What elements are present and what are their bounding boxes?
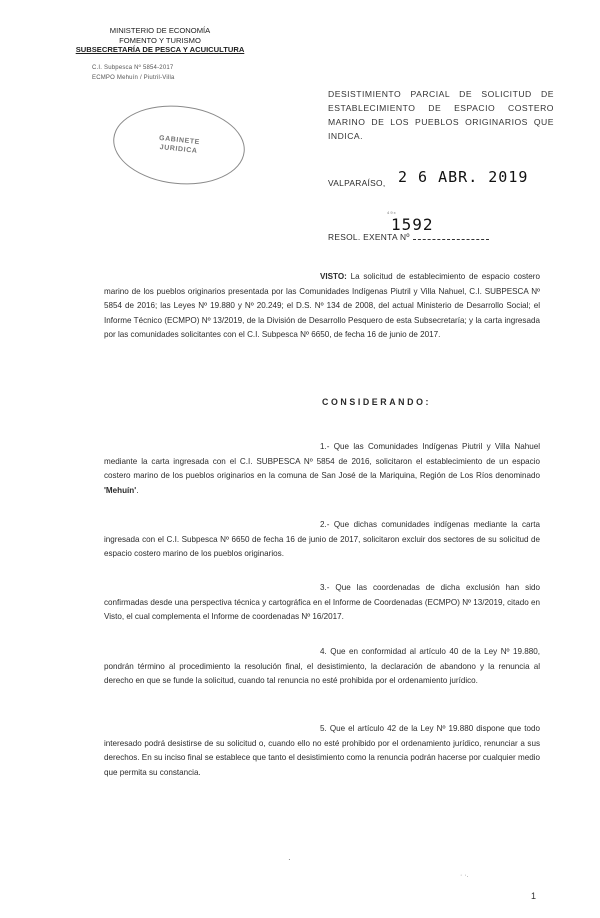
- item-tail: .: [136, 485, 139, 495]
- resolution-underline: [413, 239, 489, 240]
- item-number: 3.-: [320, 583, 330, 592]
- item-text: Que dichas comunidades indígenas mediante la carta ingresada con el C.I. Subpesca Nº 6650 de fecha 16 de junio de 2017, solicitaron excluir dos sectores de su solicitud de espacio costero marino de los pueblos originarios.: [104, 520, 540, 559]
- item-number: 1.-: [320, 442, 330, 451]
- page-number: 1: [531, 891, 537, 901]
- place-label: VALPARAÍSO,: [328, 178, 386, 188]
- item-number: 5.: [320, 724, 327, 733]
- item-text: Que el artículo 42 de la Ley Nº 19.880 dispone que todo interesado podrá desistirse de su solicitud o, cuando ello no esté prohibido por el ordenamiento jurídico, renunciar a sus derechos. En su inciso final se establece que tanto el desistimiento como la renuncia podrán hacerse por cualquier medio que permita su constancia.: [104, 724, 540, 777]
- item-bold-name: 'Mehuín': [104, 485, 137, 495]
- item-number: 4.: [320, 647, 327, 656]
- subsecretaria-name: SUBSECRETARÍA DE PESCA Y ACUICULTURA: [75, 45, 245, 55]
- ministry-name: MINISTERIO DE ECONOMÍA: [109, 26, 211, 35]
- resolution-tiny-mark: 4 9 x: [387, 210, 396, 215]
- considerando-item-4: [104, 645, 540, 689]
- item-text: Que en conformidad al artículo 40 de la Ley Nº 19.880, pondrán término al procedimiento la resolución final, el desistimiento, la declaración de abandono y la renuncia al derecho en que se funde la solicitud, cuando tal renuncia no esté prohibida por el ordenamiento jurídico.: [104, 647, 540, 686]
- considerando-item-3: [104, 581, 540, 625]
- reference-code: C.I. Subpesca Nº 5854-2017: [92, 65, 174, 71]
- visto-text: La solicitud de establecimiento de espacio costero marino de los pueblos originarios presentada por las Comunidades Indígenas Piutril y Villa Nahuel, C.I. SUBPESCA Nº 5854 de 2016; las Leyes Nº 19.880 y Nº 20.249; el D.S. Nº 134 de 2008, del actual Ministerio de Desarrollo Social; el Informe Técnico (ECMPO) Nº 13/2019, de la División de Desarrollo Pesquero de esta Subsecretaría; y la carta ingresada por las comunidades solicitantes con el C.I. Subpesca Nº 6650, de fecha 16 de junio de 2017.: [104, 272, 540, 340]
- resolution-line: [328, 232, 489, 242]
- reference-subject: ECMPO Mehuín / Piutril-Villa: [92, 75, 175, 81]
- considerando-item-1: [104, 440, 540, 498]
- scan-dots: · ·.: [460, 872, 469, 879]
- stamp-line1: GABINETE: [158, 134, 201, 147]
- item-number: 2.-: [320, 520, 330, 529]
- gabinete-stamp: [109, 99, 248, 190]
- considerando-item-5: [104, 722, 540, 780]
- considerando-item-2: [104, 518, 540, 562]
- resolution-label: RESOL. EXENTA Nº: [328, 232, 410, 242]
- scan-mark: ·: [288, 855, 291, 864]
- considerando-heading: CONSIDERANDO:: [322, 397, 432, 407]
- visto-label: VISTO:: [320, 272, 347, 281]
- ministry-header: [60, 26, 260, 55]
- item-text: Que las coordenadas de dicha exclusión han sido confirmadas desde una perspectiva técnica y cartográfica en el Informe de Coordenadas (ECMPO) Nº 13/2019, citado en Visto, el cual complementa el Informe de coordenadas Nº 16/2017.: [104, 583, 540, 622]
- visto-paragraph: [104, 270, 540, 343]
- stamp-line2: JURIDICA: [159, 144, 198, 155]
- date-stamp: 2 6 ABR. 2019: [398, 168, 529, 186]
- ministry-subname: FOMENTO Y TURISMO: [119, 35, 201, 45]
- resolution-number: 1592: [391, 215, 434, 234]
- item-text: Que las Comunidades Indígenas Piutril y Villa Nahuel mediante la carta ingresada con el C.I. SUBPESCA Nº 5854 de 2016, solicitaron el establecimiento de un espacio costero marino de los pueblos originarios en la comuna de San José de la Mariquina, Región de Los Ríos denominado: [104, 442, 540, 481]
- document-title: DESISTIMIENTO PARCIAL DE SOLICITUD DE ESTABLECIMIENTO DE ESPACIO COSTERO MARINO DE LOS PUEBLOS ORIGINARIOS QUE INDICA.: [328, 89, 554, 141]
